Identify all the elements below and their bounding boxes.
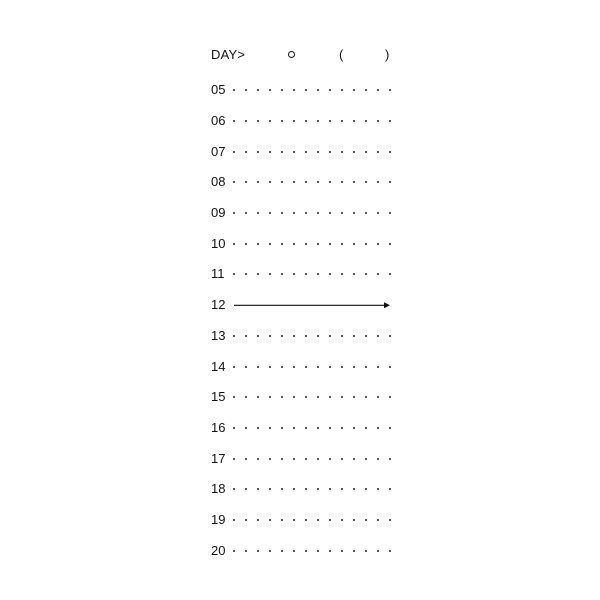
dot	[377, 427, 379, 429]
dot	[353, 488, 355, 490]
dot	[329, 519, 331, 521]
dot	[365, 181, 367, 183]
dot	[257, 335, 259, 337]
dot	[317, 458, 319, 460]
dot	[329, 488, 331, 490]
dot	[257, 120, 259, 122]
dot	[329, 212, 331, 214]
dot	[281, 243, 283, 245]
dot	[245, 550, 247, 552]
dot	[233, 212, 235, 214]
hour-row[interactable]	[211, 474, 396, 505]
dot	[281, 396, 283, 398]
dot	[341, 181, 343, 183]
dot	[245, 243, 247, 245]
dot	[245, 212, 247, 214]
dot	[341, 151, 343, 153]
dot	[269, 243, 271, 245]
dot	[365, 151, 367, 153]
dot	[353, 458, 355, 460]
dot	[305, 212, 307, 214]
dot	[257, 458, 259, 460]
hour-row[interactable]	[211, 198, 396, 229]
dot	[341, 243, 343, 245]
dot	[377, 181, 379, 183]
dot-leader	[231, 535, 391, 566]
dot-leader	[231, 198, 391, 229]
hour-label: 11	[211, 266, 225, 282]
dot	[257, 550, 259, 552]
dot	[269, 550, 271, 552]
dot	[377, 89, 379, 91]
dot	[329, 181, 331, 183]
dot	[269, 396, 271, 398]
dot	[233, 89, 235, 91]
dot	[305, 243, 307, 245]
dot-leader	[231, 259, 391, 290]
dot	[389, 335, 391, 337]
hour-row[interactable]	[211, 382, 396, 413]
dot	[293, 550, 295, 552]
dot	[377, 335, 379, 337]
dot	[329, 550, 331, 552]
dot	[257, 151, 259, 153]
hour-label: 18	[211, 481, 226, 497]
dot	[305, 120, 307, 122]
dot	[305, 427, 307, 429]
dot	[341, 519, 343, 521]
hour-label: 16	[211, 419, 226, 435]
dot	[293, 458, 295, 460]
dot	[317, 89, 319, 91]
dot	[353, 181, 355, 183]
dot	[281, 151, 283, 153]
dot	[353, 120, 355, 122]
dot	[245, 519, 247, 521]
dot	[353, 151, 355, 153]
dot	[269, 488, 271, 490]
dot	[281, 488, 283, 490]
dot	[341, 488, 343, 490]
dot	[317, 335, 319, 337]
dot	[233, 243, 235, 245]
dot	[341, 89, 343, 91]
dot	[353, 273, 355, 275]
dot	[293, 488, 295, 490]
dot	[341, 335, 343, 337]
dot	[377, 488, 379, 490]
dot	[293, 519, 295, 521]
dot	[293, 273, 295, 275]
hour-label: 06	[211, 113, 226, 129]
dot	[377, 519, 379, 521]
dot	[293, 427, 295, 429]
dot	[269, 458, 271, 460]
dot	[269, 151, 271, 153]
dot	[257, 89, 259, 91]
dot	[377, 120, 379, 122]
dot	[389, 550, 391, 552]
dot	[245, 181, 247, 183]
dot	[377, 458, 379, 460]
dot	[317, 366, 319, 368]
dot	[341, 458, 343, 460]
dot	[329, 151, 331, 153]
dot	[389, 89, 391, 91]
dot-leader	[231, 443, 391, 474]
dot	[305, 181, 307, 183]
dot	[317, 488, 319, 490]
dot	[245, 488, 247, 490]
dot	[293, 243, 295, 245]
dot	[317, 273, 319, 275]
dot-leader	[231, 321, 391, 352]
dot	[281, 120, 283, 122]
dot	[281, 366, 283, 368]
dot	[269, 273, 271, 275]
dot	[341, 396, 343, 398]
dot	[377, 550, 379, 552]
dot	[317, 151, 319, 153]
dot-leader	[231, 106, 391, 137]
dot	[377, 243, 379, 245]
dot	[293, 335, 295, 337]
dot	[365, 89, 367, 91]
dot	[317, 212, 319, 214]
dot	[353, 427, 355, 429]
dot	[257, 366, 259, 368]
dot	[353, 89, 355, 91]
arrow-line-icon	[234, 290, 390, 321]
dot	[341, 273, 343, 275]
hour-row[interactable]	[211, 75, 396, 106]
hour-row[interactable]	[211, 290, 396, 321]
dot	[365, 550, 367, 552]
dot	[305, 151, 307, 153]
day-header	[211, 45, 396, 65]
hour-label: 05	[211, 82, 226, 98]
hour-rows	[211, 75, 396, 566]
dot-leader	[231, 75, 391, 106]
dot-leader	[231, 474, 391, 505]
dot	[353, 396, 355, 398]
dot	[233, 120, 235, 122]
dot	[389, 181, 391, 183]
hour-row[interactable]	[211, 413, 396, 444]
dot	[329, 273, 331, 275]
dot	[377, 212, 379, 214]
dot	[317, 427, 319, 429]
dot	[233, 458, 235, 460]
dot	[329, 243, 331, 245]
dot	[305, 273, 307, 275]
dot	[245, 458, 247, 460]
dot	[233, 427, 235, 429]
dot	[377, 396, 379, 398]
dot	[245, 335, 247, 337]
dot	[317, 519, 319, 521]
dot	[377, 273, 379, 275]
hour-row[interactable]	[211, 259, 396, 290]
dot	[257, 396, 259, 398]
dot	[365, 366, 367, 368]
hour-row[interactable]	[211, 535, 396, 566]
dot	[293, 120, 295, 122]
dot	[269, 212, 271, 214]
dot	[245, 120, 247, 122]
dot	[341, 212, 343, 214]
dot	[329, 396, 331, 398]
hour-label: 08	[211, 174, 226, 190]
dot	[281, 427, 283, 429]
dot	[317, 243, 319, 245]
hour-label: 12	[211, 297, 226, 313]
dot	[353, 335, 355, 337]
dot	[305, 488, 307, 490]
dot	[233, 273, 235, 275]
dot-leader	[231, 413, 391, 444]
hour-label: 17	[211, 450, 226, 466]
dot	[293, 366, 295, 368]
day-label: DAY>	[211, 47, 246, 62]
dot	[365, 396, 367, 398]
dot	[245, 151, 247, 153]
dot	[305, 335, 307, 337]
dot	[245, 89, 247, 91]
dot	[245, 366, 247, 368]
dot	[389, 366, 391, 368]
dot	[353, 550, 355, 552]
dot	[233, 151, 235, 153]
dot	[233, 181, 235, 183]
dot	[233, 519, 235, 521]
dot	[317, 396, 319, 398]
dot	[389, 396, 391, 398]
dot	[365, 458, 367, 460]
hour-label: 09	[211, 205, 226, 221]
dot	[293, 181, 295, 183]
dot	[377, 151, 379, 153]
dot	[329, 89, 331, 91]
dot	[365, 212, 367, 214]
dot	[305, 550, 307, 552]
dot	[341, 366, 343, 368]
dot	[233, 488, 235, 490]
dot	[329, 366, 331, 368]
dot	[389, 212, 391, 214]
hour-row[interactable]	[211, 321, 396, 352]
dot	[341, 120, 343, 122]
dot	[257, 212, 259, 214]
dot	[293, 396, 295, 398]
dot	[257, 519, 259, 521]
hour-label: 13	[211, 327, 226, 343]
dot	[389, 273, 391, 275]
dot	[257, 488, 259, 490]
dot	[233, 335, 235, 337]
dot	[365, 120, 367, 122]
dot	[389, 488, 391, 490]
dot	[317, 120, 319, 122]
dot	[281, 212, 283, 214]
dot	[317, 181, 319, 183]
dot	[305, 519, 307, 521]
dot-leader	[231, 228, 391, 259]
dot	[269, 89, 271, 91]
dot	[281, 458, 283, 460]
dot	[329, 427, 331, 429]
dot	[389, 458, 391, 460]
dot	[257, 427, 259, 429]
hour-label: 10	[211, 235, 226, 251]
dot	[281, 519, 283, 521]
dot	[329, 458, 331, 460]
dot	[245, 396, 247, 398]
dot	[269, 427, 271, 429]
dot-leader	[231, 505, 391, 536]
dot	[317, 550, 319, 552]
dot	[389, 120, 391, 122]
dot	[233, 396, 235, 398]
dot	[329, 120, 331, 122]
dot	[389, 519, 391, 521]
dot	[389, 151, 391, 153]
dot-leader	[231, 382, 391, 413]
dot	[341, 550, 343, 552]
dot-leader	[231, 351, 391, 382]
hour-label: 14	[211, 358, 226, 374]
hour-row[interactable]	[211, 351, 396, 382]
hour-row[interactable]	[211, 167, 396, 198]
hour-row[interactable]	[211, 228, 396, 259]
dot	[365, 335, 367, 337]
hour-label: 20	[211, 542, 226, 558]
dot	[281, 335, 283, 337]
dot	[353, 519, 355, 521]
dot	[269, 181, 271, 183]
dot	[281, 273, 283, 275]
dot	[257, 181, 259, 183]
dot	[233, 366, 235, 368]
hour-row[interactable]	[211, 443, 396, 474]
dot	[257, 243, 259, 245]
dot	[293, 212, 295, 214]
dot	[365, 519, 367, 521]
small-circle-icon	[288, 51, 295, 58]
dot	[365, 427, 367, 429]
hour-label: 07	[211, 143, 226, 159]
dot	[269, 335, 271, 337]
dot	[305, 396, 307, 398]
dot	[233, 550, 235, 552]
dot	[269, 120, 271, 122]
dot	[365, 488, 367, 490]
dot	[389, 243, 391, 245]
dot-leader	[231, 167, 391, 198]
dot	[293, 151, 295, 153]
hour-row[interactable]	[211, 136, 396, 167]
dot	[281, 181, 283, 183]
dot	[293, 89, 295, 91]
dot	[257, 273, 259, 275]
dot	[269, 519, 271, 521]
dot	[269, 366, 271, 368]
hour-row[interactable]	[211, 505, 396, 536]
dot	[281, 89, 283, 91]
dot	[353, 243, 355, 245]
dot	[389, 427, 391, 429]
dot	[245, 273, 247, 275]
dot	[245, 427, 247, 429]
dot	[329, 335, 331, 337]
dot	[305, 458, 307, 460]
dot	[281, 550, 283, 552]
dot	[377, 366, 379, 368]
dot	[365, 273, 367, 275]
dot	[341, 427, 343, 429]
date-paren-close: )	[385, 47, 390, 62]
dot	[353, 366, 355, 368]
hour-label: 15	[211, 389, 226, 405]
dot	[365, 243, 367, 245]
dot	[305, 366, 307, 368]
date-paren-open: (	[339, 47, 344, 62]
dot-leader	[231, 136, 391, 167]
dot	[353, 212, 355, 214]
hour-label: 19	[211, 511, 226, 527]
hour-row[interactable]	[211, 106, 396, 137]
dot	[305, 89, 307, 91]
